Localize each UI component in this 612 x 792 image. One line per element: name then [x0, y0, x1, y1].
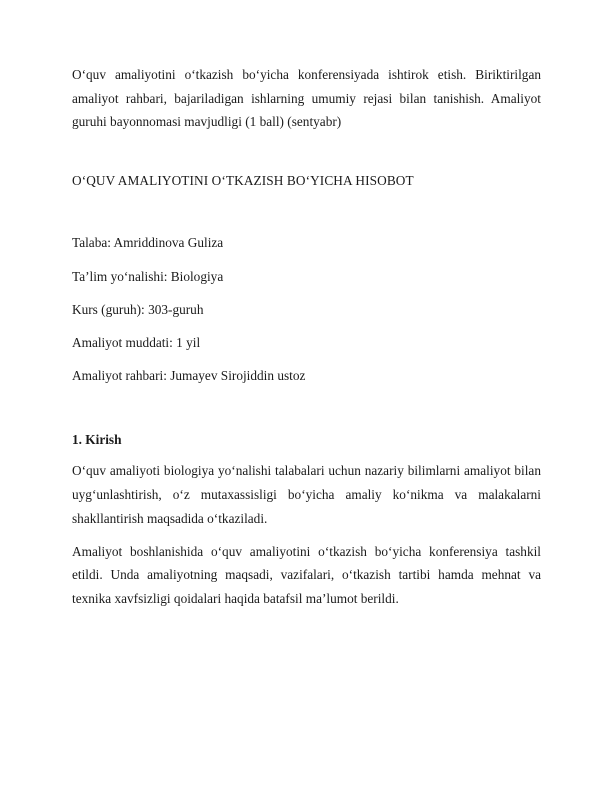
document-page: [72, 63, 541, 620]
report-title: O‘QUV AMALIYOTINI O‘TKAZISH BO‘YICHA HISOBOT: [72, 172, 414, 188]
section-paragraph: Amaliyot boshlanishida o‘quv amaliyotini o‘tkazish bo‘yicha konferensiya tashkil etildi. Unda amaliyotning maqsadi, vazifalari, o‘tkazish tartibi hamda mehnat va texnika xavfsizligi qoidalari haqida batafsil ma’lumot berildi.: [72, 543, 541, 606]
section-heading-introduction: 1. Kirish: [72, 431, 122, 447]
student-info-block: [72, 231, 541, 387]
section-paragraph: O‘quv amaliyoti biologiya yo‘nalishi talabalari uchun nazariy bilimlarni amaliyot bilan uyg‘unlashtirish, o‘z mutaxassisligi bo‘yicha amaliy ko‘nikma va malakalarni shakllantirish maqsadida o‘tkaziladi.: [72, 463, 541, 526]
practice-supervisor: Amaliyot rahbari: Jumayev Sirojiddin ustoz: [72, 368, 306, 384]
course-group: Kurs (guruh): 303-guruh: [72, 301, 204, 317]
intro-paragraph: O‘quv amaliyotini o‘tkazish bo‘yicha konferensiyada ishtirok etish. Biriktirilgan amaliyot rahbari, bajariladigan ishlarning umumiy rejasi bilan tanishish. Amaliyot guruhi bayonnomasi mavjudligi (1 ball) (sentyabr): [72, 67, 541, 130]
student-name: Talaba: Amriddinova Guliza: [72, 235, 224, 251]
study-direction: Ta’lim yo‘nalishi: Biologiya: [72, 268, 224, 284]
practice-duration: Amaliyot muddati: 1 yil: [72, 334, 201, 350]
